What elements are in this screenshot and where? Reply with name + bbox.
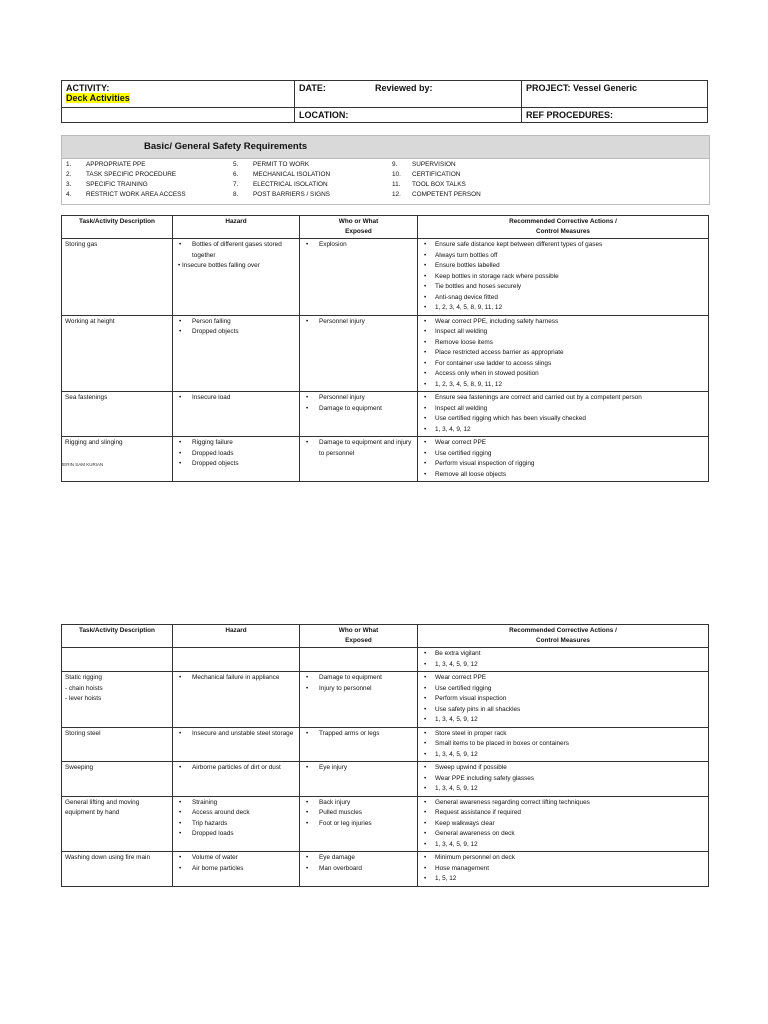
who-cell bbox=[300, 762, 418, 797]
bullet-list bbox=[303, 317, 414, 328]
bullet-item: • Damage to equipment bbox=[303, 673, 414, 684]
bullet-list bbox=[176, 240, 296, 261]
bullet-list bbox=[421, 763, 705, 795]
bullet-item: • Always turn bottles off bbox=[421, 251, 705, 262]
actions-cell bbox=[418, 437, 709, 482]
bullet-item: • Bottles of different gases stored together bbox=[176, 240, 296, 261]
who-header: Who or What Exposed bbox=[300, 216, 418, 239]
bullet-item: • Perform visual inspection bbox=[421, 694, 705, 705]
table-row bbox=[62, 648, 709, 672]
requirement-item bbox=[392, 160, 481, 170]
who-cell bbox=[300, 648, 418, 672]
bullet-list bbox=[176, 729, 296, 740]
bullet-item: • Volume of water bbox=[176, 853, 296, 864]
bullet-list bbox=[176, 798, 296, 840]
requirement-text: ELECTRICAL ISOLATION bbox=[253, 181, 328, 188]
actions-cell bbox=[418, 315, 709, 392]
who-cell bbox=[300, 796, 418, 852]
task-cell bbox=[62, 392, 173, 437]
location-cell bbox=[295, 108, 522, 123]
bullet-list bbox=[176, 438, 296, 470]
bullet-item: • Air borne particles bbox=[176, 864, 296, 875]
requirement-number: 11. bbox=[392, 181, 401, 188]
table-row bbox=[62, 852, 709, 887]
requirement-number: 1. bbox=[66, 161, 72, 168]
requirement-item bbox=[233, 180, 330, 190]
hazard-cell bbox=[173, 315, 300, 392]
bullet-item: • Back injury bbox=[303, 798, 414, 809]
task-cell bbox=[62, 727, 173, 762]
bullet-item: • Rigging failure bbox=[176, 438, 296, 449]
task-header: Task/Activity Description bbox=[62, 216, 173, 239]
bullet-item: • Personnel injury bbox=[303, 317, 414, 328]
requirement-item bbox=[392, 180, 481, 190]
bullet-item: • Dropped loads bbox=[176, 829, 296, 840]
activity-label: ACTIVITY: bbox=[66, 83, 110, 93]
bullet-item: • Use safety pins in all shackles bbox=[421, 705, 705, 716]
bullet-item: • Airborne particles of dirt or dust bbox=[176, 763, 296, 774]
requirement-text: PERMIT TO WORK bbox=[253, 161, 310, 168]
date-label: DATE: bbox=[299, 83, 326, 93]
bullet-item: • Trapped arms or legs bbox=[303, 729, 414, 740]
bullet-list bbox=[303, 393, 414, 414]
actions-cell bbox=[418, 727, 709, 762]
bullet-item: • 1, 3, 4, 5, 9, 12 bbox=[421, 840, 705, 851]
bullet-item: • Damage to equipment and injury to personnel bbox=[303, 438, 414, 459]
requirement-item bbox=[66, 180, 186, 190]
bullet-item: • 1, 3, 4, 5, 9, 12 bbox=[421, 750, 705, 761]
table-row bbox=[62, 437, 709, 482]
bullet-list bbox=[176, 317, 296, 338]
bullet-item: • Ensure safe distance kept between different types of gases bbox=[421, 240, 705, 251]
bullet-item: • Straining bbox=[176, 798, 296, 809]
bullet-list bbox=[176, 763, 296, 774]
who-cell bbox=[300, 392, 418, 437]
bullet-item: • Use certified rigging bbox=[421, 684, 705, 695]
bullet-item: • 1, 2, 3, 4, 5, 8, 9, 11, 12 bbox=[421, 380, 705, 391]
bullet-item: • Keep bottles in storage rack where possible bbox=[421, 272, 705, 283]
table-row bbox=[62, 392, 709, 437]
actions-cell bbox=[418, 392, 709, 437]
requirement-number: 4. bbox=[66, 191, 72, 198]
requirement-text: SUPERVISION bbox=[412, 161, 456, 168]
bullet-item: • Access around deck bbox=[176, 808, 296, 819]
requirement-number: 9. bbox=[392, 161, 398, 168]
hazard-cell bbox=[173, 727, 300, 762]
requirement-text: COMPETENT PERSON bbox=[412, 191, 481, 198]
task-cell bbox=[62, 315, 173, 392]
hazard-cell bbox=[173, 239, 300, 316]
task-text: Storing gas bbox=[65, 241, 98, 248]
reviewed-label: Reviewed by: bbox=[375, 83, 433, 93]
hazard-cell bbox=[173, 392, 300, 437]
bullet-item: • Remove all loose objects bbox=[421, 470, 705, 481]
requirement-item bbox=[233, 160, 330, 170]
requirement-text: TASK SPECIFIC PROCEDURE bbox=[86, 171, 177, 178]
bullet-item: • General awareness regarding correct lifting techniques bbox=[421, 798, 705, 809]
task-cell bbox=[62, 762, 173, 797]
bullet-item: • Wear correct PPE, including safety harness bbox=[421, 317, 705, 328]
actions-cell bbox=[418, 672, 709, 728]
requirement-item bbox=[66, 170, 186, 180]
bullet-list bbox=[303, 729, 414, 740]
bullet-item: • Sweep upwind if possible bbox=[421, 763, 705, 774]
bullet-item: • Place restricted access barrier as appropriate bbox=[421, 348, 705, 359]
requirement-number: 3. bbox=[66, 181, 72, 188]
hazard-header: Hazard bbox=[173, 625, 300, 648]
bullet-item: • General awareness on deck bbox=[421, 829, 705, 840]
bullet-list bbox=[421, 240, 705, 314]
task-text: Storing steel bbox=[65, 729, 101, 737]
requirement-item bbox=[66, 190, 186, 200]
bullet-item: • Access only when in stowed position bbox=[421, 369, 705, 380]
task-cell bbox=[62, 852, 173, 887]
task-header: Task/Activity Description bbox=[62, 625, 173, 648]
actions-cell bbox=[418, 796, 709, 852]
bullet-item: • Perform visual inspection of rigging bbox=[421, 459, 705, 470]
bullet-item: • Wear PPE including safety glasses bbox=[421, 774, 705, 785]
ref-cell bbox=[522, 108, 708, 123]
bullet-item: • Dropped objects bbox=[176, 327, 296, 338]
task-text: Working at height bbox=[65, 317, 115, 325]
bullet-list bbox=[421, 673, 705, 726]
bullet-item: • Inspect all welding bbox=[421, 404, 705, 415]
basic-requirements-title: Basic/ General Safety Requirements bbox=[62, 136, 709, 159]
bullet-list bbox=[303, 673, 414, 694]
actions-header: Recommended Corrective Actions / Control Measures bbox=[418, 625, 709, 648]
hazard-cell bbox=[173, 437, 300, 482]
hazard-table-2 bbox=[61, 624, 709, 887]
bullet-item: • Injury to personnel bbox=[303, 684, 414, 695]
requirement-number: 2. bbox=[66, 171, 72, 178]
task-cell bbox=[62, 796, 173, 852]
project-label: PROJECT: Vessel Generic bbox=[526, 83, 638, 93]
bullet-item: • Pulled muscles bbox=[303, 808, 414, 819]
bullet-item: • Remove loose items bbox=[421, 338, 705, 349]
requirement-text: APPROPRIATE PPE bbox=[86, 161, 146, 168]
table-row bbox=[62, 796, 709, 852]
bullet-item: • Damage to equipment bbox=[303, 404, 414, 415]
hazard-cell bbox=[173, 796, 300, 852]
requirement-text: MECHANICAL ISOLATION bbox=[253, 171, 331, 178]
bullet-item: • Keep walkways clear bbox=[421, 819, 705, 830]
who-cell bbox=[300, 852, 418, 887]
requirement-text: RESTRICT WORK AREA ACCESS bbox=[86, 191, 186, 198]
project-cell bbox=[522, 81, 708, 108]
requirement-text: SPECIFIC TRAINING bbox=[86, 181, 148, 188]
bullet-item: • Use certified rigging which has been visually checked bbox=[421, 414, 705, 425]
task-text: General lifting and moving equipment by hand bbox=[65, 798, 140, 816]
requirement-text: CERTIFICATION bbox=[412, 171, 461, 178]
basic-requirements bbox=[61, 135, 710, 205]
bullet-item: • 1, 3, 4, 5, 9, 12 bbox=[421, 715, 705, 726]
bullet-item: • 1, 3, 4, 9, 12 bbox=[421, 425, 705, 436]
task-cell bbox=[62, 648, 173, 672]
bullet-item: • Man overboard bbox=[303, 864, 414, 875]
bullet-list bbox=[303, 763, 414, 774]
bullet-list bbox=[303, 240, 414, 251]
task-text: Washing down using fire main bbox=[65, 854, 151, 861]
bullet-item: • Wear correct PPE bbox=[421, 438, 705, 449]
bullet-item: • Anti-snag device fitted bbox=[421, 293, 705, 304]
bullet-item: • Small items to be placed in boxes or containers bbox=[421, 739, 705, 750]
bullet-list bbox=[421, 729, 705, 761]
bullet-list bbox=[421, 649, 705, 670]
task-text: Sweeping bbox=[65, 764, 94, 771]
bullet-item: • 1, 3, 4, 5, 9, 12 bbox=[421, 660, 705, 671]
bullet-item: • Person falling bbox=[176, 317, 296, 328]
requirement-number: 6. bbox=[233, 171, 239, 178]
bullet-item: • Personnel injury bbox=[303, 393, 414, 404]
bullet-item: • Eye injury bbox=[303, 763, 414, 774]
actions-header: Recommended Corrective Actions / Control Measures bbox=[418, 216, 709, 239]
bullet-list bbox=[176, 853, 296, 874]
bullet-item: • Tie bottles and hoses securely bbox=[421, 282, 705, 293]
bullet-item: • Foot or leg injuries bbox=[303, 819, 414, 830]
requirement-item bbox=[392, 170, 481, 180]
bullet-item: • Insecure load bbox=[176, 393, 296, 404]
table-row bbox=[62, 315, 709, 392]
table-row bbox=[62, 239, 709, 316]
task-text: Sea fastenings bbox=[65, 394, 108, 401]
actions-cell bbox=[418, 239, 709, 316]
requirement-number: 5. bbox=[233, 161, 239, 168]
bullet-item: • 1, 3, 4, 5, 9, 12 bbox=[421, 784, 705, 795]
requirement-number: 8. bbox=[233, 191, 239, 198]
hazard-header: Hazard bbox=[173, 216, 300, 239]
requirement-item bbox=[233, 190, 330, 200]
task-text: Rigging and slinging bbox=[65, 439, 123, 446]
bullet-list bbox=[421, 317, 705, 391]
hazard-item: • Insecure bottles falling over bbox=[178, 262, 260, 269]
bullet-item: • Dropped loads bbox=[176, 449, 296, 460]
author-name: JERIN SAM KURIAN bbox=[61, 462, 104, 467]
task-cell bbox=[62, 672, 173, 728]
who-cell bbox=[300, 672, 418, 728]
bullet-item: • Use certified rigging bbox=[421, 449, 705, 460]
bullet-item: • For container use ladder to access slings bbox=[421, 359, 705, 370]
bullet-item: • Dropped objects bbox=[176, 459, 296, 470]
who-header: Who or What Exposed bbox=[300, 625, 418, 648]
activity-value: Deck Activities bbox=[66, 93, 130, 103]
actions-cell bbox=[418, 852, 709, 887]
task-cell bbox=[62, 239, 173, 316]
bullet-item: • Hose management bbox=[421, 864, 705, 875]
requirements-column bbox=[392, 160, 481, 200]
requirement-number: 12. bbox=[392, 191, 401, 198]
bullet-list bbox=[303, 853, 414, 874]
table-row bbox=[62, 762, 709, 797]
task-text: Static rigging - chain hoists - lever hoists bbox=[65, 674, 103, 702]
requirements-column bbox=[233, 160, 330, 200]
bullet-list bbox=[303, 438, 414, 459]
actions-cell bbox=[418, 762, 709, 797]
hazard-cell bbox=[173, 648, 300, 672]
bullet-item: • Eye damage bbox=[303, 853, 414, 864]
bullet-list bbox=[421, 798, 705, 851]
bullet-item: • Request assistance if required bbox=[421, 808, 705, 819]
requirement-text: POST BARRIERS / SIGNS bbox=[253, 191, 330, 198]
task-cell bbox=[62, 437, 173, 482]
location-label: LOCATION: bbox=[299, 110, 349, 120]
who-cell bbox=[300, 315, 418, 392]
requirement-number: 10. bbox=[392, 171, 401, 178]
who-cell bbox=[300, 239, 418, 316]
bullet-list bbox=[176, 393, 296, 404]
bullet-item: • Inspect all welding bbox=[421, 327, 705, 338]
who-cell bbox=[300, 727, 418, 762]
bullet-list bbox=[176, 673, 296, 684]
bullet-list bbox=[421, 438, 705, 480]
bullet-item: • 1, 2, 3, 4, 5, 8, 9, 11, 12 bbox=[421, 303, 705, 314]
bullet-item: • Ensure bottles labelled bbox=[421, 261, 705, 272]
requirement-item bbox=[392, 190, 481, 200]
bullet-item: • Store steel in proper rack bbox=[421, 729, 705, 740]
actions-cell bbox=[418, 648, 709, 672]
bullet-list bbox=[421, 853, 705, 885]
hazard-table-1 bbox=[61, 215, 709, 482]
bullet-item: • 1, 5, 12 bbox=[421, 874, 705, 885]
requirement-text: TOOL BOX TALKS bbox=[412, 181, 466, 188]
bullet-item: • Mechanical failure in appliance bbox=[176, 673, 296, 684]
activity-cell bbox=[62, 81, 295, 108]
activity-blank-cell bbox=[62, 108, 295, 123]
bullet-list bbox=[303, 798, 414, 830]
bullet-list bbox=[421, 393, 705, 435]
bullet-item: • Insecure and unstable steel storage bbox=[176, 729, 296, 740]
requirements-column bbox=[66, 160, 186, 200]
ref-procedures-label: REF PROCEDURES: bbox=[526, 110, 614, 120]
bullet-item: • Trip hazards bbox=[176, 819, 296, 830]
bullet-item: • Be extra vigilant bbox=[421, 649, 705, 660]
requirement-item bbox=[66, 160, 186, 170]
table-row bbox=[62, 672, 709, 728]
bullet-item: • Wear correct PPE bbox=[421, 673, 705, 684]
bullet-item: • Explosion bbox=[303, 240, 414, 251]
hazard-cell bbox=[173, 762, 300, 797]
table-row bbox=[62, 727, 709, 762]
hazard-cell bbox=[173, 672, 300, 728]
hazard-cell bbox=[173, 852, 300, 887]
requirement-item bbox=[233, 170, 330, 180]
requirement-number: 7. bbox=[233, 181, 239, 188]
who-cell bbox=[300, 437, 418, 482]
date-cell bbox=[295, 81, 522, 108]
bullet-item: • Ensure sea fastenings are correct and carried out by a competent person bbox=[421, 393, 705, 404]
header-table bbox=[61, 80, 708, 123]
bullet-item: • Minimum personnel on deck bbox=[421, 853, 705, 864]
